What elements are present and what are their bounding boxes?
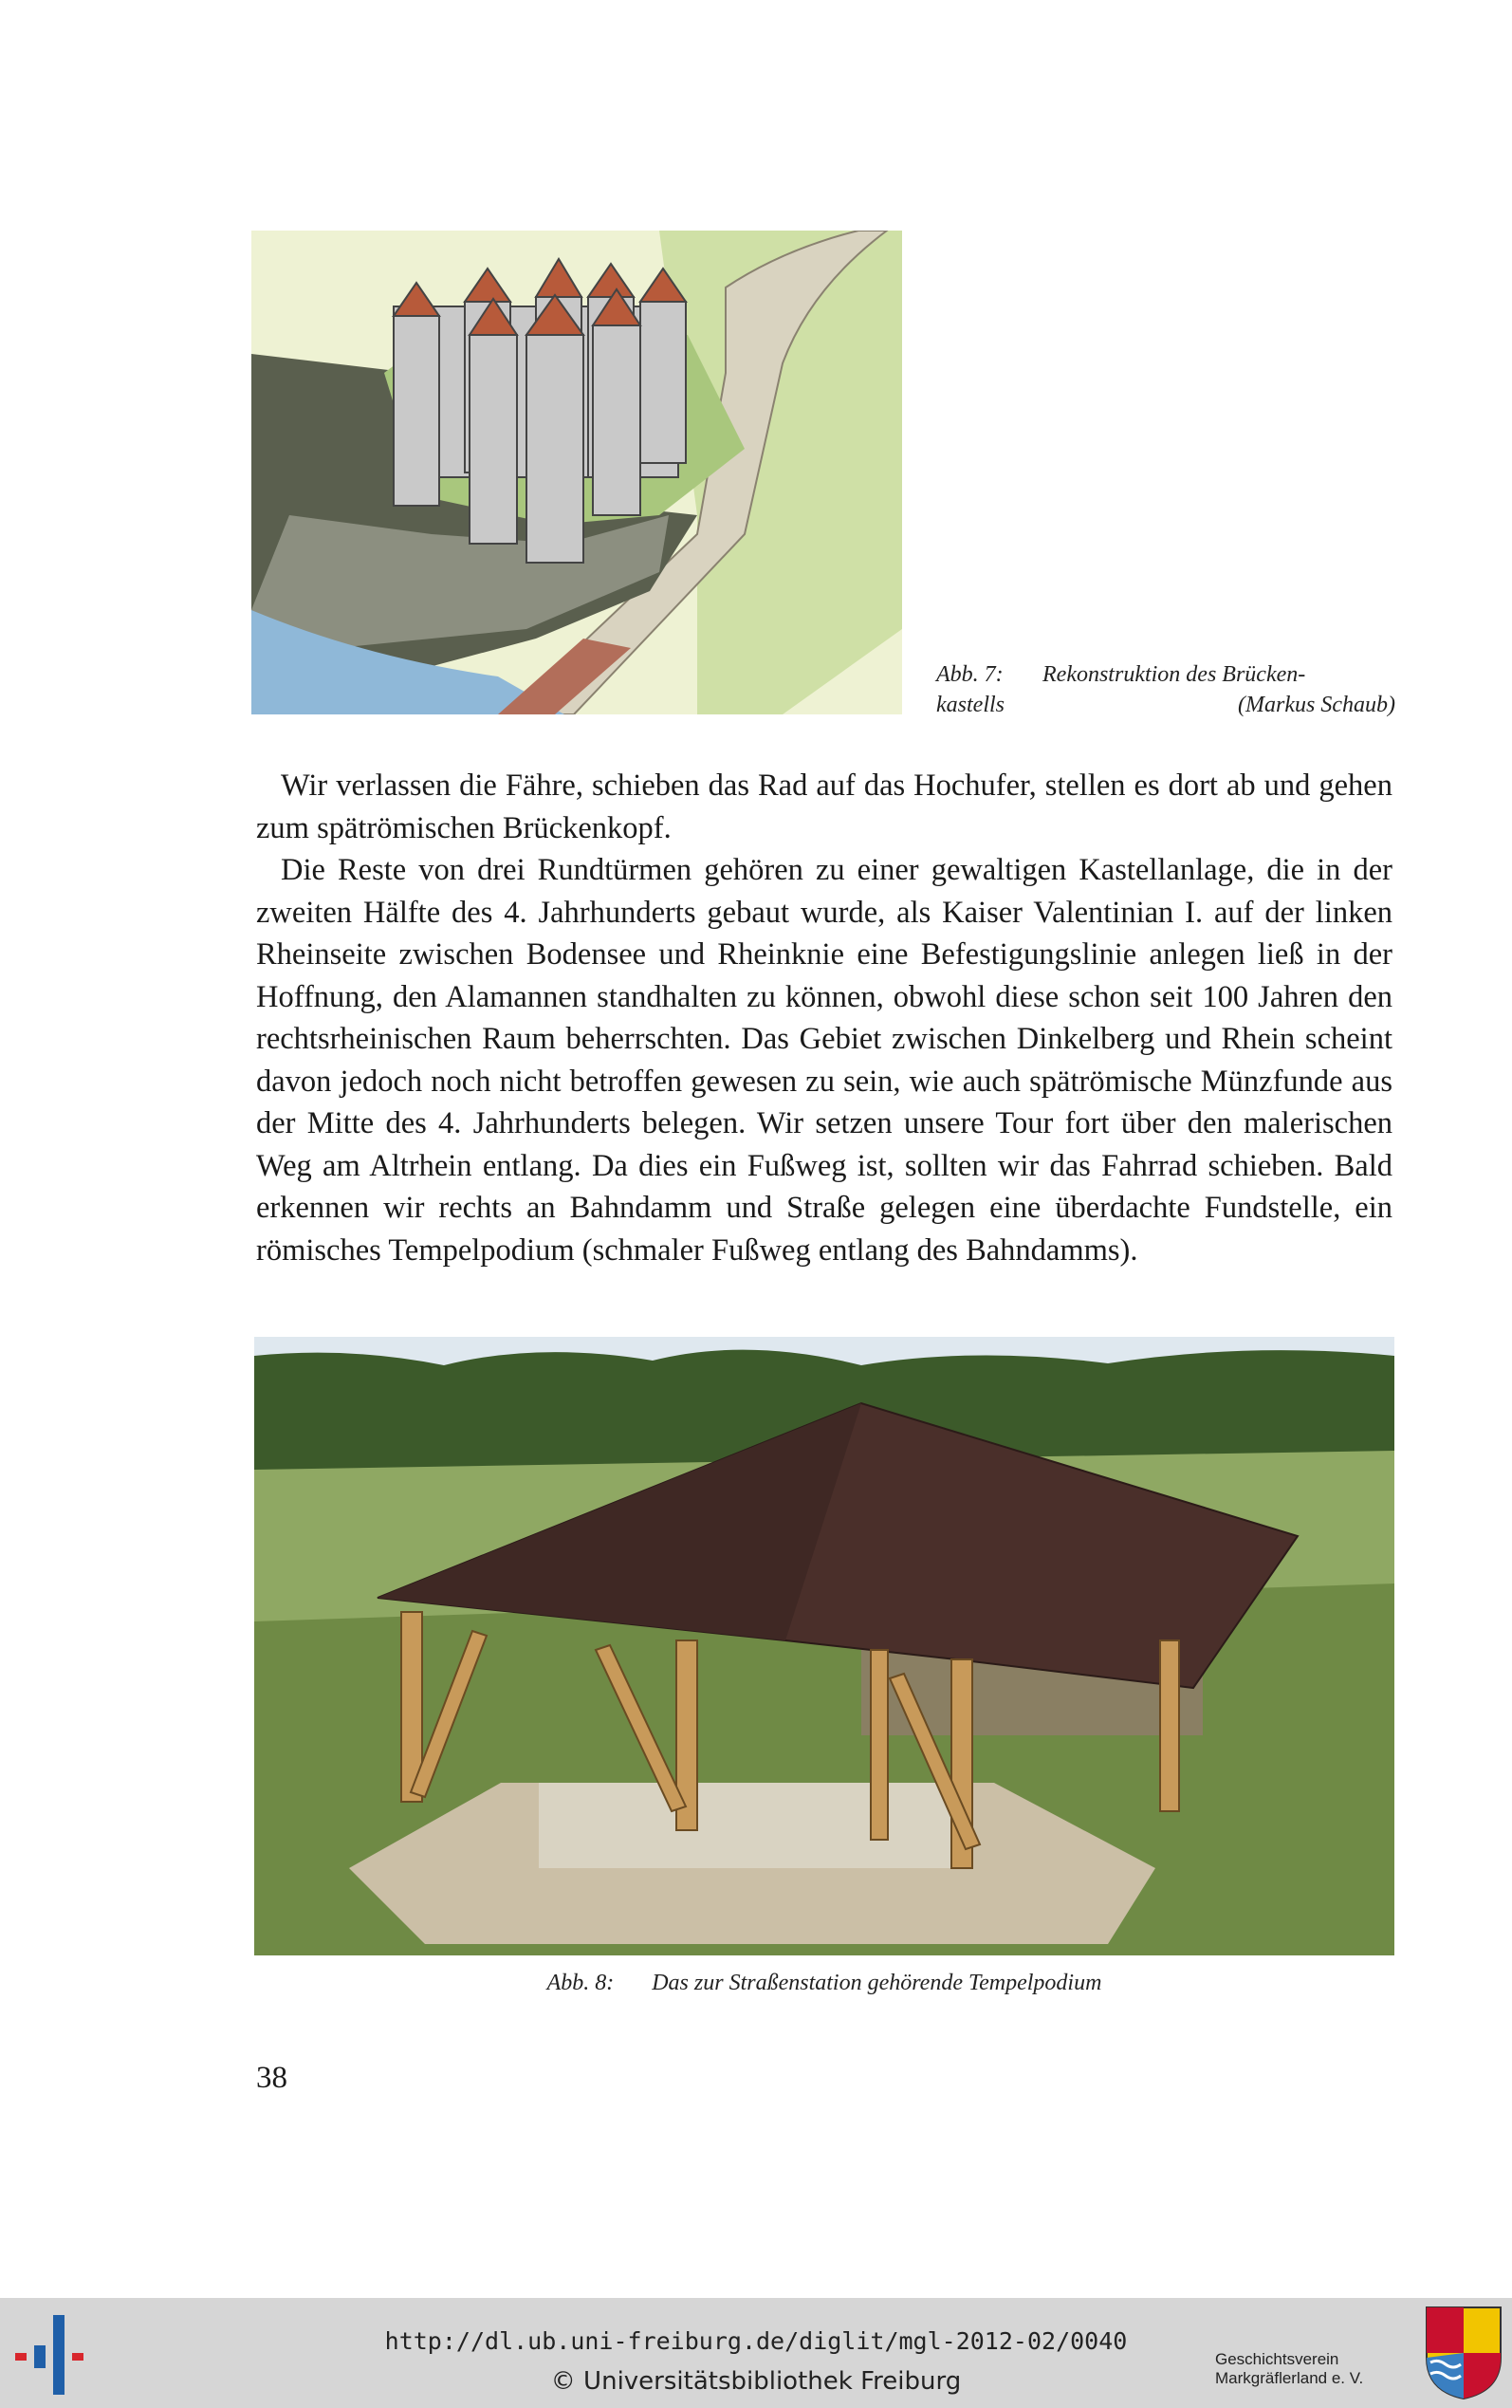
figure8-caption-text: Das zur Straßenstation gehörende Tempelpodium	[652, 1971, 1102, 1995]
figure8-label: Abb. 8:	[546, 1971, 615, 1995]
castle-reconstruction-image	[251, 231, 902, 714]
figure8-caption	[254, 1971, 1394, 1996]
body-text	[256, 765, 1392, 1271]
figure7-caption-part1: Rekonstruktion des Brücken-	[1042, 662, 1306, 687]
publisher-name	[1215, 2350, 1363, 2388]
paragraph: Die Reste von drei Rundtürmen gehören zu einer gewaltigen Kastellanlage, die in der zweiten Hälfte des 4. Jahrhunderts gebaut wurde, als Kaiser Valentinian I. auf der linken Rheinseite zwischen Bodensee und Rheinknie eine Befestigungslinie anlegen ließ in der Hoffnung, den Alamannen standhalten zu können, obwohl diese schon seit 100 Jahren den rechtsrheinischen Raum beherrschten. Das Gebiet zwischen Dinkelberg und Rhein scheint davon jedoch noch nicht betroffen gewesen zu sein, wie auch spätrömische Münzfunde aus der Mitte des 4. Jahrhunderts belegen. Wir setzen unsere Tour fort über den malerischen Weg am Altrhein entlang. Da dies ein Fußweg ist, sollten wir das Fahrrad schieben. Bald erkennen wir rechts an Bahndamm und Straße gelegen eine überdachte Fundstelle, ein römisches Tempelpodium (schmaler Fußweg entlang des Bahndamms).	[256, 853, 1392, 1268]
publisher-line1: Geschichtsverein	[1215, 2350, 1339, 2368]
temple-podium-photo	[254, 1337, 1394, 1955]
paragraph: Wir verlassen die Fähre, schieben das Rad auf das Hochufer, stellen es dort ab und gehen zum spätrömischen Brückenkopf.	[256, 769, 1392, 845]
figure7-caption-line1	[936, 658, 1395, 691]
publisher-line2: Markgräflerland e. V.	[1215, 2369, 1364, 2387]
figure7-caption-line2	[936, 689, 1395, 721]
figure7-caption-part2: kastells	[936, 693, 1005, 717]
page-number: 38	[256, 2061, 287, 2095]
footer-url-link[interactable]: http://dl.ub.uni-freiburg.de/diglit/mgl-2012-02/0040	[384, 2327, 1128, 2355]
coat-of-arms-icon	[1425, 2306, 1503, 2400]
footer-copyright: © Universitätsbibliothek Freiburg	[550, 2367, 962, 2396]
figure7-label: Abb. 7:	[936, 662, 1004, 687]
figure7-credit: (Markus Schaub)	[1238, 693, 1395, 717]
